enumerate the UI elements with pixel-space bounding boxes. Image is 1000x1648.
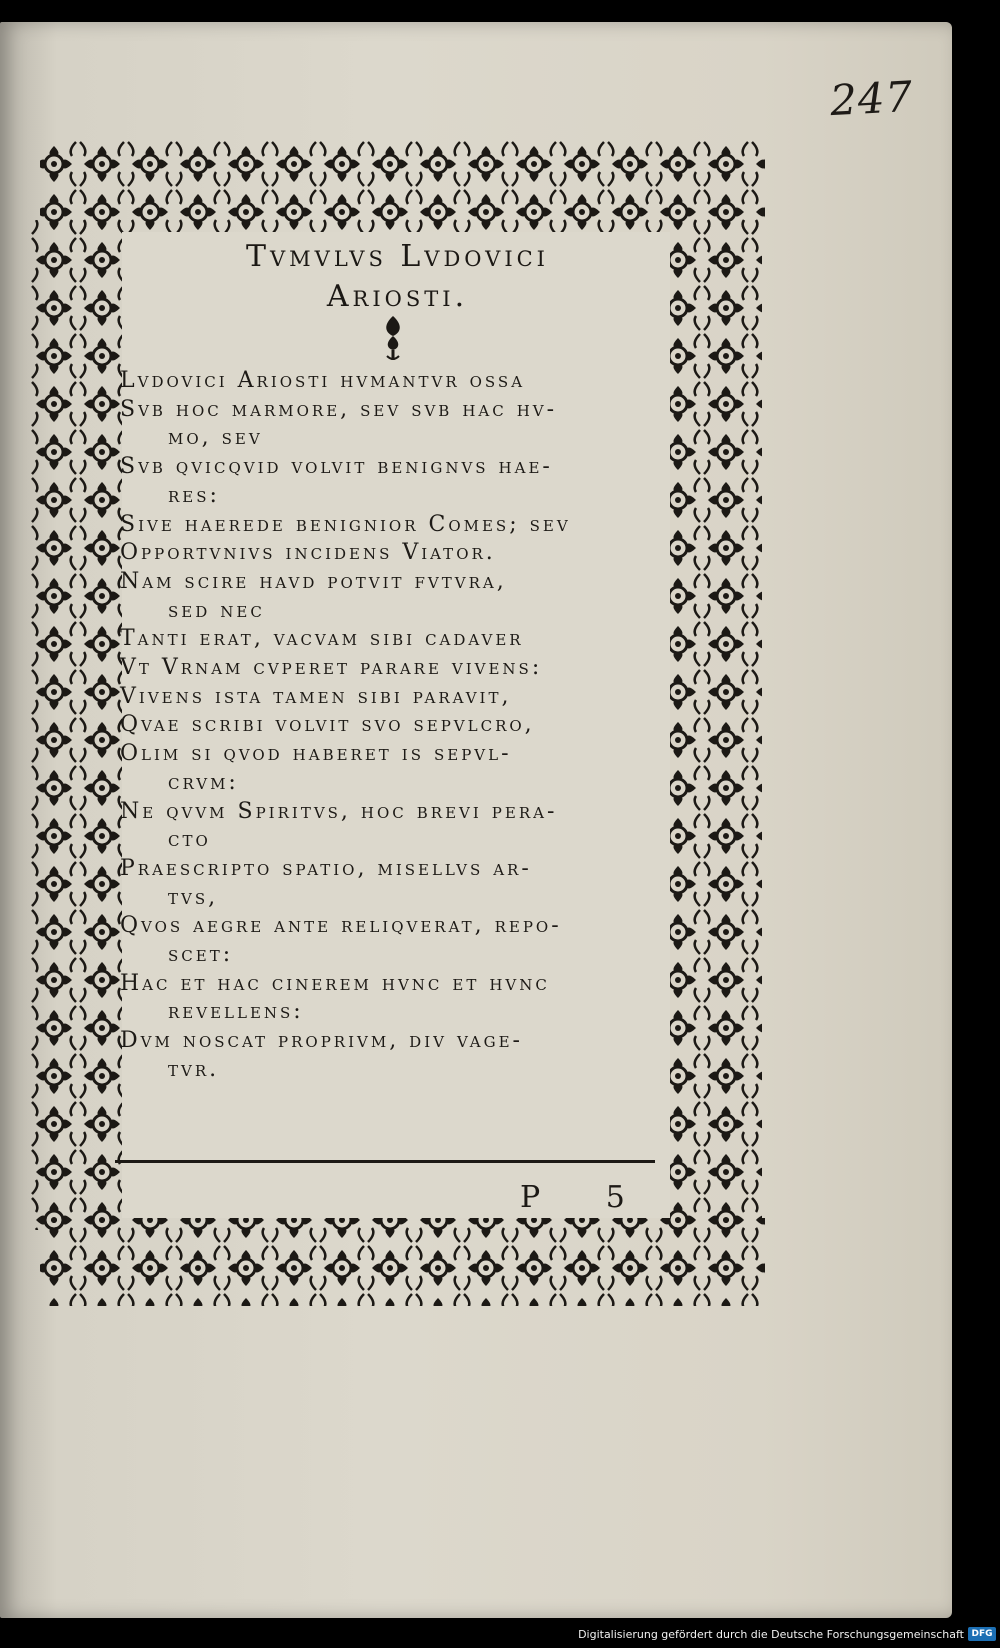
horizontal-rule bbox=[115, 1160, 655, 1163]
poem-line: Svb hoc marmore, sev svb hac hv- bbox=[120, 396, 558, 422]
poem-line: Dvm noscat proprivm, div vage- bbox=[120, 1028, 523, 1054]
poem-line: Lvdovici Ariosti hvmantvr ossa bbox=[120, 368, 526, 393]
title-line: Ariosti. bbox=[326, 279, 469, 314]
poem-line: Vivens ista tamen sibi paravit, bbox=[120, 683, 512, 709]
poem-line: Sive haerede benignior Comes; sev bbox=[120, 511, 571, 537]
signature-mark: P 5 bbox=[520, 1180, 653, 1215]
poem-line: Qvae scribi volvit svo sepvlcro, bbox=[120, 712, 535, 738]
dfg-logo-icon: DFG bbox=[968, 1627, 996, 1641]
poem-line: Ne qvvm Spiritvs, hoc brevi pera- bbox=[120, 798, 558, 824]
poem-line: crvm: bbox=[168, 769, 239, 795]
book-page bbox=[0, 22, 952, 1618]
poem-line: tvr. bbox=[168, 1056, 220, 1082]
poem-line: Praescripto spatio, misellvs ar- bbox=[120, 855, 532, 881]
page-title bbox=[120, 237, 675, 317]
poem-line: Olim si qvod haberet is sepvl- bbox=[120, 741, 512, 767]
poem-line: Qvos aegre ante reliqverat, repo- bbox=[120, 913, 562, 939]
title-line: Tvmvlvs Lvdovici bbox=[246, 239, 549, 274]
poem-line: cto bbox=[168, 827, 211, 853]
poem-line: Vt Vrnam cvperet parare vivens: bbox=[120, 655, 543, 681]
handwritten-folio-number: 247 bbox=[828, 71, 915, 126]
poem-line: Opportvnivs incidens Viator. bbox=[120, 540, 496, 566]
poem-line: revellens: bbox=[168, 999, 304, 1025]
poem-line: Tanti erat, vacvam sibi cadaver bbox=[120, 626, 524, 652]
digitization-footer bbox=[0, 1622, 1000, 1648]
poem-text bbox=[120, 367, 665, 1085]
poem-line: scet: bbox=[168, 942, 234, 968]
footer-credit: Digitalisierung gefördert durch die Deutsche Forschungsgemeinschaft bbox=[578, 1628, 964, 1641]
poem-line: Hac et hac cinerem hvnc et hvnc bbox=[120, 970, 550, 996]
poem-line: tvs, bbox=[168, 884, 219, 910]
poem-line: mo, sev bbox=[168, 425, 263, 451]
poem-line: Svb qvicqvid volvit benignvs hae- bbox=[120, 454, 553, 480]
fleuron-icon bbox=[378, 314, 408, 362]
poem-line: Nam scire havd potvit fvtvra, bbox=[120, 568, 507, 594]
poem-line: sed nec bbox=[168, 597, 265, 623]
poem-line: res: bbox=[168, 482, 220, 508]
